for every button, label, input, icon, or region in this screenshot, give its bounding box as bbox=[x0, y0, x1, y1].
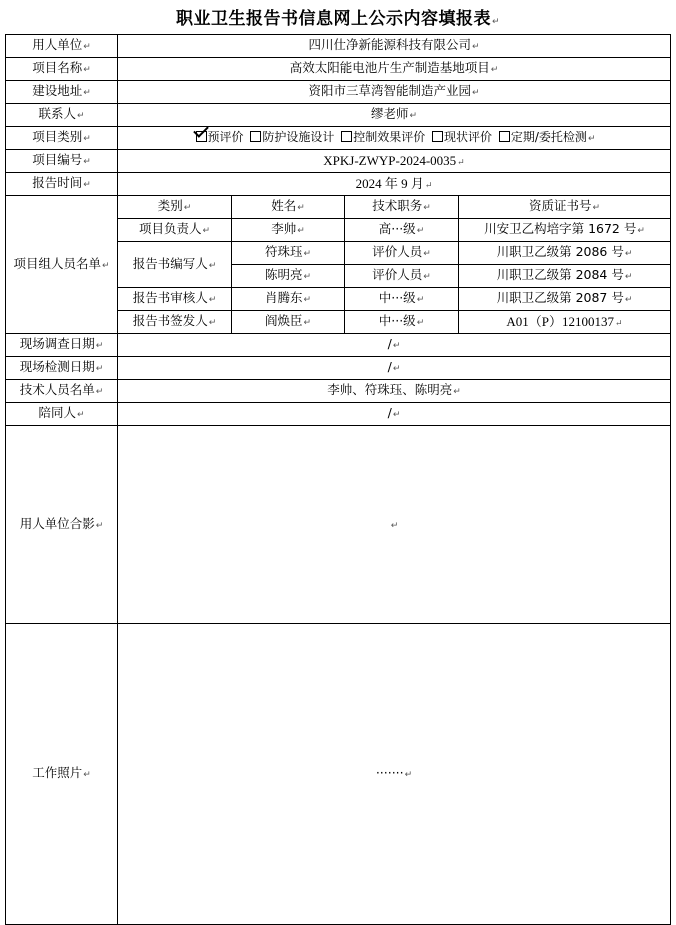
project-name-value: 高效太阳能电池片生产制造基地项目↵ bbox=[118, 58, 671, 81]
work-photo-row bbox=[6, 624, 671, 925]
leader-role: 项目负责人↵ bbox=[118, 219, 232, 242]
tech-staff-row bbox=[6, 380, 671, 403]
checkbox-icon[interactable] bbox=[432, 131, 443, 142]
employer-label: 用人单位↵ bbox=[6, 35, 118, 58]
group-photo-row bbox=[6, 426, 671, 624]
project-name-label: 项目名称↵ bbox=[6, 58, 118, 81]
writer-2-name: 陈明亮↵ bbox=[232, 265, 345, 288]
disclosure-form-table bbox=[5, 34, 671, 925]
test-date-label: 现场检测日期↵ bbox=[6, 357, 118, 380]
group-photo-label: 用人单位合影↵ bbox=[6, 426, 118, 624]
reviewer-role: 报告书审核人↵ bbox=[118, 288, 232, 311]
issuer-role: 报告书签发人↵ bbox=[118, 311, 232, 334]
issuer-title: 中···级↵ bbox=[345, 311, 459, 334]
team-header-row bbox=[6, 196, 671, 219]
category-option-status-evaluation[interactable]: 现状评价 bbox=[429, 130, 492, 144]
contact-label: 联系人↵ bbox=[6, 104, 118, 127]
category-options: 预评价 防护设施设计 控制效果评价 现状评价 定期/委托检测↵ bbox=[118, 127, 671, 150]
checkbox-icon[interactable] bbox=[341, 131, 352, 142]
work-photo-area: ·······↵ bbox=[118, 624, 671, 925]
report-time-value: 2024 年 9 月↵ bbox=[118, 173, 671, 196]
issuer-cert: A01（P）12100137↵ bbox=[459, 311, 671, 334]
test-date-value: /↵ bbox=[118, 357, 671, 380]
writer-1-title: 评价人员↵ bbox=[345, 242, 459, 265]
category-option-control-evaluation[interactable]: 控制效果评价 bbox=[338, 130, 425, 144]
employer-row bbox=[6, 35, 671, 58]
employer-value: 四川仕净新能源科技有限公司↵ bbox=[118, 35, 671, 58]
project-no-row bbox=[6, 150, 671, 173]
writer-1-cert: 川职卫乙级第 2086 号↵ bbox=[459, 242, 671, 265]
project-no-value: XPKJ-ZWYP-2024-0035↵ bbox=[118, 150, 671, 173]
leader-name: 李帅↵ bbox=[232, 219, 345, 242]
companion-value: /↵ bbox=[118, 403, 671, 426]
team-header-name: 姓名↵ bbox=[232, 196, 345, 219]
category-option-protection-design[interactable]: 防护设施设计 bbox=[247, 130, 334, 144]
team-header-category: 类别↵ bbox=[118, 196, 232, 219]
project-no-label: 项目编号↵ bbox=[6, 150, 118, 173]
group-photo-area: ↵ bbox=[118, 426, 671, 624]
address-row bbox=[6, 81, 671, 104]
contact-value: 缪老师↵ bbox=[118, 104, 671, 127]
companion-row bbox=[6, 403, 671, 426]
category-label: 项目类别↵ bbox=[6, 127, 118, 150]
writer-1-name: 符珠珏↵ bbox=[232, 242, 345, 265]
checkbox-icon[interactable] bbox=[499, 131, 510, 142]
team-header-title: 技术职务↵ bbox=[345, 196, 459, 219]
work-photo-label: 工作照片↵ bbox=[6, 624, 118, 925]
companion-label: 陪同人↵ bbox=[6, 403, 118, 426]
reviewer-name: 肖腾东↵ bbox=[232, 288, 345, 311]
project-name-row bbox=[6, 58, 671, 81]
report-time-label: 报告时间↵ bbox=[6, 173, 118, 196]
category-option-pre-evaluation[interactable]: 预评价 bbox=[193, 130, 244, 144]
writer-2-cert: 川职卫乙级第 2084 号↵ bbox=[459, 265, 671, 288]
reviewer-cert: 川职卫乙级第 2087 号↵ bbox=[459, 288, 671, 311]
test-date-row bbox=[6, 357, 671, 380]
survey-date-value: /↵ bbox=[118, 334, 671, 357]
leader-cert: 川安卫乙构培字第 1672 号↵ bbox=[459, 219, 671, 242]
report-time-row bbox=[6, 173, 671, 196]
checkbox-icon[interactable] bbox=[250, 131, 261, 142]
tech-staff-value: 李帅、符珠珏、陈明亮↵ bbox=[118, 380, 671, 403]
category-row bbox=[6, 127, 671, 150]
team-header-cert: 资质证书号↵ bbox=[459, 196, 671, 219]
writer-role: 报告书编写人↵ bbox=[118, 242, 232, 288]
writer-2-title: 评价人员↵ bbox=[345, 265, 459, 288]
address-value: 资阳市三草湾智能制造产业园↵ bbox=[118, 81, 671, 104]
checkbox-checked-icon[interactable] bbox=[196, 131, 207, 142]
contact-row bbox=[6, 104, 671, 127]
leader-title: 高···级↵ bbox=[345, 219, 459, 242]
reviewer-title: 中···级↵ bbox=[345, 288, 459, 311]
address-label: 建设地址↵ bbox=[6, 81, 118, 104]
tech-staff-label: 技术人员名单↵ bbox=[6, 380, 118, 403]
page-title: 职业卫生报告书信息网上公示内容填报表↵ bbox=[175, 9, 501, 29]
survey-date-row bbox=[6, 334, 671, 357]
category-option-periodic-detection[interactable]: 定期/委托检测 bbox=[496, 130, 587, 144]
survey-date-label: 现场调查日期↵ bbox=[6, 334, 118, 357]
team-label: 项目组人员名单↵ bbox=[6, 196, 118, 334]
issuer-name: 阎焕臣↵ bbox=[232, 311, 345, 334]
